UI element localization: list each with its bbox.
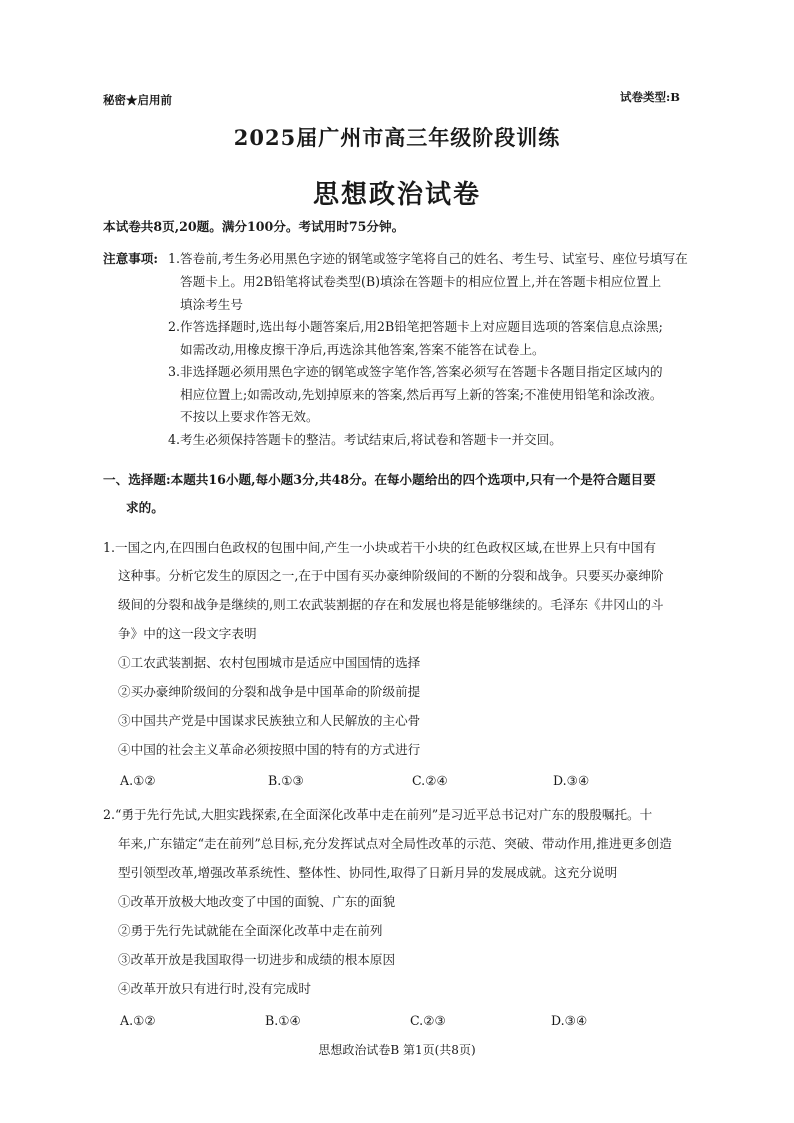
note-4-line-1: 4.考生必须保持答题卡的整洁。考试结束后,将试卷和答题卡一并交回。 xyxy=(168,432,562,447)
q1-stem-line-3: 级间的分裂和战争是继续的,则工农武装割据的存在和发展也将是能够继续的。毛泽东《井冈山的斗 xyxy=(118,597,664,612)
section-1-heading-cont: 求的。 xyxy=(126,500,164,515)
q2-option-d: D.③④ xyxy=(551,1013,588,1028)
q2-option-c: C.②③ xyxy=(410,1013,446,1028)
q1-option-b: B.①③ xyxy=(268,773,304,788)
q1-option-d: D.③④ xyxy=(553,773,590,788)
q1-statement-1: ①工农武装割据、农村包围城市是适应中国国情的选择 xyxy=(118,655,421,670)
section-1-heading: 一、选择题:本题共16小题,每小题3分,共48分。在每小题给出的四个选项中,只有一个是符合题目要 xyxy=(103,472,656,487)
q1-option-a: A.①② xyxy=(120,773,156,788)
q2-stem-line-3: 型引领型改革,增强改革系统性、整体性、协同性,取得了日新月异的发展成就。这充分说明 xyxy=(118,865,618,880)
note-2-line-1: 2.作答选择题时,选出每小题答案后,用2B铅笔把答题卡上对应题目选项的答案信息点涂黑; xyxy=(168,319,663,334)
q1-statement-4: ④中国的社会主义革命必须按照中国的特有的方式进行 xyxy=(118,742,421,757)
note-1-line-1: 1.答卷前,考生务必用黑色字迹的钢笔或签字笔将自己的姓名、考生号、试室号、座位号填写在 xyxy=(168,251,688,266)
q2-option-b: B.①④ xyxy=(265,1013,301,1028)
note-1-line-3: 填涂考生号 xyxy=(180,297,243,312)
q1-option-c: C.②④ xyxy=(412,773,448,788)
q1-stem-line-1: 1.一国之内,在四围白色政权的包围中间,产生一小块或若干小块的红色政权区域,在世界上只有中国有 xyxy=(103,540,656,555)
note-3-line-3: 不按以上要求作答无效。 xyxy=(180,409,319,424)
q2-option-a: A.①② xyxy=(120,1013,156,1028)
q1-statement-2: ②买办豪绅阶级间的分裂和战争是中国革命的阶级前提 xyxy=(118,684,421,699)
note-2-line-2: 如需改动,用橡皮擦干净后,再选涂其他答案,答案不能答在试卷上。 xyxy=(180,342,545,357)
notes-label: 注意事项: xyxy=(103,251,159,266)
q2-statement-1: ①改革开放极大地改变了中国的面貌、广东的面貌 xyxy=(118,894,396,909)
exam-title: 2025届广州市高三年级阶段训练 xyxy=(233,125,561,150)
note-3-line-1: 3.非选择题必须用黑色字迹的钢笔或签字笔作答,答案必须写在答题卡各题目指定区域内的 xyxy=(168,364,663,379)
q2-stem-line-2: 年来,广东锚定“走在前列”总目标,充分发挥试点对全局性改革的示范、突破、带动作用,推进更多创造 xyxy=(118,836,672,851)
q1-stem-line-4: 争》中的这一段文字表明 xyxy=(118,626,257,641)
q1-stem-line-2: 这种事。分析它发生的原因之一,在于中国有买办豪绅阶级间的不断的分裂和战争。只要买办豪绅阶 xyxy=(118,568,664,583)
q1-statement-3: ③中国共产党是中国谋求民族独立和人民解放的主心骨 xyxy=(118,713,421,728)
q2-stem-line-1: 2.“勇于先行先试,大胆实践探索,在全面深化改革中走在前列”是习近平总书记对广东的殷殷嘱托。十 xyxy=(103,807,653,822)
exam-summary: 本试卷共8页,20题。满分100分。考试用时75分钟。 xyxy=(103,219,405,234)
note-3-line-2: 相应位置上;如需改动,先划掉原来的答案,然后再写上新的答案;不准使用铅笔和涂改液。 xyxy=(180,387,663,402)
note-1-line-2: 答题卡上。用2B铅笔将试卷类型(B)填涂在答题卡的相应位置上,并在答题卡相应位置上 xyxy=(180,274,662,289)
paper-type-label: 试卷类型:B xyxy=(620,90,680,104)
page-footer: 思想政治试卷B 第1页(共8页) xyxy=(318,1043,476,1057)
secret-label: 秘密★启用前 xyxy=(103,93,172,107)
q2-statement-2: ②勇于先行先试就能在全面深化改革中走在前列 xyxy=(118,923,383,938)
q2-statement-3: ③改革开放是我国取得一切进步和成绩的根本原因 xyxy=(118,952,396,967)
q2-statement-4: ④改革开放只有进行时,没有完成时 xyxy=(118,981,311,996)
subject-title: 思想政治试卷 xyxy=(312,180,481,210)
